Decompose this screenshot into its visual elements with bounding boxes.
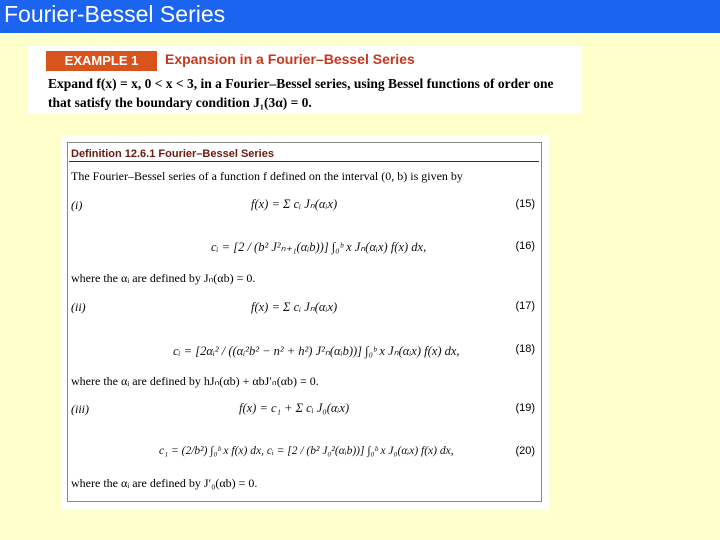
case-ii-series: f(x) = Σ cᵢ Jₙ(αᵢx) [251,300,338,314]
case-ii-coefficient: cᵢ = [2αᵢ² / ((αᵢ²b² − n² + h²) J²ₙ(αᵢb))] ∫₀ᵇ x Jₙ(αᵢx) f(x) dx, [173,344,460,358]
example-heading: Expansion in a Fourier–Bessel Series [165,51,415,67]
slide-title-bar [0,0,720,33]
eq-20-number: (20) [515,445,535,457]
case-i-label: (i) [71,198,83,212]
example-box [28,46,582,114]
case-i-coefficient: cᵢ = [2 / (b² J²ₙ₊₁(αᵢb))] ∫₀ᵇ x Jₙ(αᵢx) f(x) dx, [211,240,427,254]
slide-title: Fourier-Bessel Series [4,1,226,27]
eq-15-number: (15) [515,198,535,210]
case-i-note: where the αᵢ are defined by Jₙ(αb) = 0. [71,271,256,285]
definition-heading: Definition 12.6.1 Fourier–Bessel Series [71,148,274,160]
example-line-2: that satisfy the boundary condition J₁(3α) = 0. [48,95,312,110]
case-iii-series: f(x) = c₁ + Σ cᵢ J₀(αᵢx) [239,401,350,415]
case-ii-label: (ii) [71,300,86,314]
case-iii-note: where the αᵢ are defined by J′₀(αb) = 0. [71,476,258,490]
case-iii-coefficients: c₁ = (2/b²) ∫₀ᵇ x f(x) dx, cᵢ = [2 / (b² J₀²(αᵢb))] ∫₀ᵇ x J₀(αᵢx) f(x) dx, [159,445,454,457]
eq-18-number: (18) [515,343,535,355]
example-tag: EXAMPLE 1 [46,51,157,71]
case-iii-label: (iii) [71,402,89,416]
eq-19-number: (19) [515,402,535,414]
definition-intro: The Fourier–Bessel series of a function f defined on the interval (0, b) is given by [71,169,463,183]
definition-rule [69,161,539,162]
eq-17-number: (17) [515,300,535,312]
example-line-1: Expand f(x) = x, 0 < x < 3, in a Fourier–Bessel series, using Bessel functions of order one [48,76,554,91]
definition-box [61,136,549,509]
case-i-series: f(x) = Σ cᵢ Jₙ(αᵢx) [251,197,338,211]
eq-16-number: (16) [515,240,535,252]
case-ii-note: where the αᵢ are defined by hJₙ(αb) + αbJ′ₙ(αb) = 0. [71,374,319,388]
